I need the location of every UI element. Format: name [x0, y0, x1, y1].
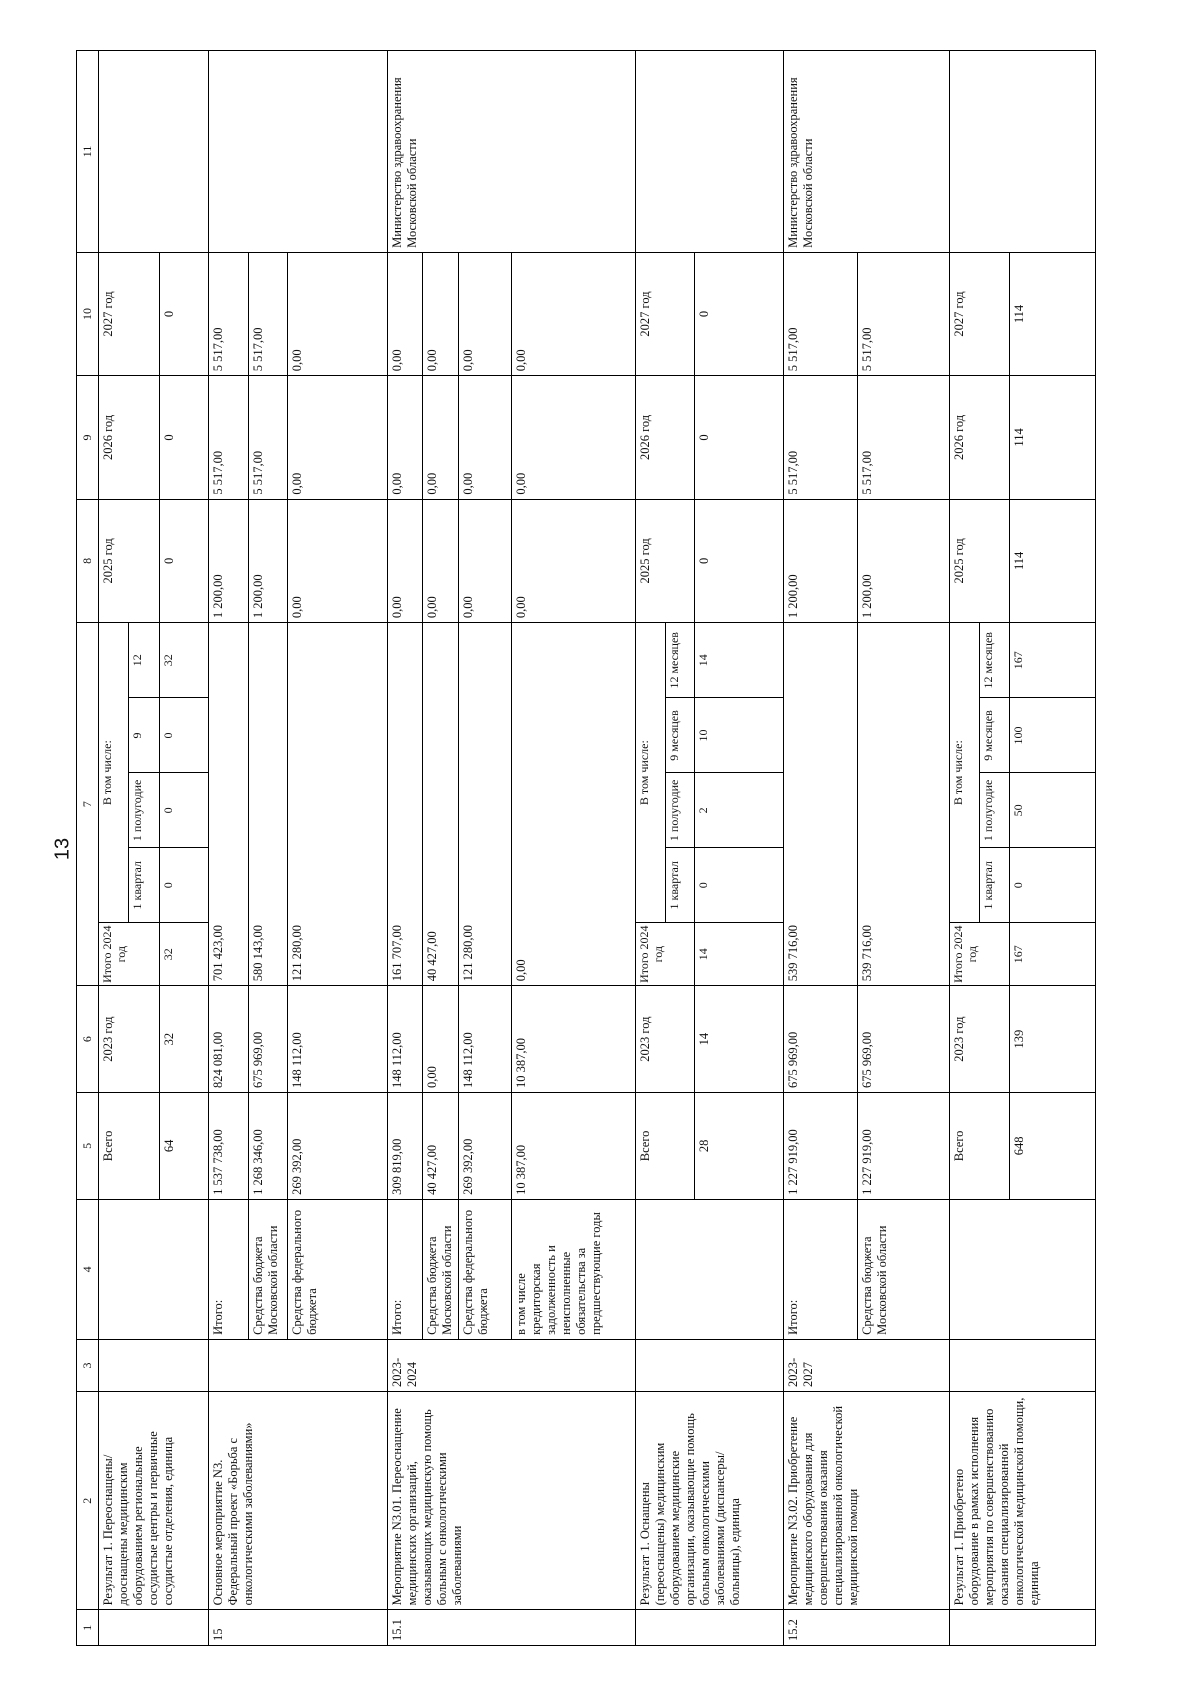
- header-col-6: 6: [77, 986, 99, 1093]
- breakdown-header: [950, 623, 1010, 986]
- period-label-m12: 12 месяцев: [979, 623, 1008, 698]
- funding-value-y2024: 40 427,00: [423, 623, 459, 986]
- funding-value-total: 10 387,00: [512, 1093, 635, 1200]
- breakdown-header-table: [636, 623, 695, 985]
- funding-value-y2025: 0,00: [388, 499, 423, 622]
- event-executor: Министерство здравоохранения Московской области: [388, 51, 636, 253]
- funding-value-y2027: 5 517,00: [857, 252, 949, 375]
- result-value-h1: 0: [160, 773, 208, 848]
- empty-cell: [950, 1199, 1096, 1339]
- event-row: [209, 51, 248, 1646]
- period-label-y2023: 2023 год: [950, 986, 1010, 1093]
- period-label-h1: 1 полугодие: [979, 773, 1008, 848]
- empty-cell: [635, 1199, 783, 1339]
- result-value-h1: 2: [695, 773, 782, 848]
- event-number: 15.1: [388, 1610, 636, 1646]
- result-value-total: 648: [1009, 1093, 1095, 1200]
- funding-value-y2027: 0,00: [459, 252, 512, 375]
- result-name: Результат 1. Оснащены (переоснащены) медицинским оборудованием медицинские организации, оказывающие помощь больным онкологическими заболеваниями (диспансеры/ больницы), единица: [635, 1392, 783, 1610]
- result-value-m12: 167: [1010, 623, 1095, 698]
- program-table: [76, 50, 1096, 1646]
- event-executor: Министерство здравоохранения Московской области: [783, 51, 949, 253]
- funding-value-y2027: 5 517,00: [248, 252, 287, 375]
- funding-value-total: 309 819,00: [388, 1093, 423, 1200]
- period-label-h1: 1 полугодие: [665, 773, 694, 848]
- funding-value-y2027: 5 517,00: [783, 252, 857, 375]
- funding-value-y2024: 121 280,00: [459, 623, 512, 986]
- period-label-y2025: 2025 год: [635, 499, 695, 622]
- period-label-itogo: Итого 2024 год: [951, 925, 980, 983]
- breakdown-values: [1009, 623, 1095, 986]
- funding-value-y2023: 148 112,00: [459, 986, 512, 1093]
- funding-source: Средства бюджета Московской области: [423, 1199, 459, 1339]
- empty-cell: [98, 51, 209, 253]
- result-value-q1: 0: [1010, 848, 1095, 923]
- empty-cell: [98, 1199, 209, 1339]
- funding-value-total: 40 427,00: [423, 1093, 459, 1200]
- result-value-m12: 14: [695, 623, 782, 698]
- result-value-y2023: 139: [1009, 986, 1095, 1093]
- period-label-vtom: В том числе:: [99, 623, 129, 923]
- result-value-y2025: 0: [695, 499, 783, 622]
- result-value-itogo: 167: [1010, 945, 1025, 964]
- period-label-y2027: 2027 год: [635, 252, 695, 375]
- result-value-y2023: 14: [695, 986, 783, 1093]
- funding-value-y2026: 5 517,00: [783, 376, 857, 499]
- result-row: [98, 51, 160, 1646]
- breakdown-header: [635, 623, 695, 986]
- row-number: [950, 1610, 1096, 1646]
- funding-value-y2025: 1 200,00: [783, 499, 857, 622]
- event-period: 2023-2027: [783, 1339, 949, 1391]
- period-label-vtom: В том числе:: [950, 623, 979, 923]
- result-row: [950, 51, 1010, 1646]
- funding-value-y2024: 121 280,00: [287, 623, 388, 986]
- funding-value-total: 269 392,00: [287, 1093, 388, 1200]
- funding-value-y2023: 675 969,00: [783, 986, 857, 1093]
- event-name: Основное мероприятие N3. Федеральный проект «Борьба с онкологическими заболеваниями»: [209, 1392, 388, 1610]
- period-label-y2026: 2026 год: [950, 376, 1010, 499]
- period-label-itogo: Итого 2024 год: [636, 925, 666, 983]
- period-label-m12: 12: [129, 623, 159, 698]
- funding-value-y2027: 5 517,00: [209, 252, 248, 375]
- period-label-y2026: 2026 год: [635, 376, 695, 499]
- event-row: [388, 51, 423, 1646]
- funding-source: Итого:: [209, 1199, 248, 1339]
- period-label-y2027: 2027 год: [950, 252, 1010, 375]
- header-col-5: 5: [77, 1093, 99, 1200]
- result-value-m12: 32: [160, 623, 208, 698]
- period-label-itogo: Итого 2024 год: [99, 925, 128, 983]
- period-label-m9: 9 месяцев: [979, 698, 1008, 773]
- header-col-3: 3: [77, 1339, 99, 1391]
- funding-source: Средства федерального бюджета: [287, 1199, 388, 1339]
- header-row: [77, 51, 99, 1646]
- funding-value-y2026: 0,00: [287, 376, 388, 499]
- funding-value-y2026: 5 517,00: [209, 376, 248, 499]
- funding-value-y2026: 0,00: [423, 376, 459, 499]
- period-label-h1: 1 полугодие: [129, 773, 159, 848]
- header-col-10: 10: [77, 252, 99, 375]
- result-value-y2025: 114: [1009, 499, 1095, 622]
- funding-value-y2027: 0,00: [287, 252, 388, 375]
- funding-value-y2025: 1 200,00: [857, 499, 949, 622]
- funding-value-total: 1 537 738,00: [209, 1093, 248, 1200]
- breakdown-values-table: [695, 623, 782, 985]
- funding-source: Средства бюджета Московской области: [857, 1199, 949, 1339]
- result-value-y2026: 0: [695, 376, 783, 499]
- event-name: Мероприятие N3.02. Приобретение медицинского оборудования для совершенствования оказания специализированной онкологической медицинской помощи: [783, 1392, 949, 1610]
- funding-value-y2024: 0,00: [512, 623, 635, 986]
- funding-value-total: 269 392,00: [459, 1093, 512, 1200]
- funding-value-y2023: 10 387,00: [512, 986, 635, 1093]
- funding-value-y2025: 0,00: [287, 499, 388, 622]
- page-number: 13: [51, 837, 74, 860]
- period-label-total: Всего: [950, 1093, 1010, 1200]
- funding-value-y2024: 539 716,00: [857, 623, 949, 986]
- funding-source: Средства бюджета Московской области: [248, 1199, 287, 1339]
- result-value-m9: 0: [160, 698, 208, 773]
- result-value-y2027: 0: [160, 252, 209, 375]
- period-label-q1: 1 квартал: [979, 848, 1008, 923]
- row-number: [635, 1610, 783, 1646]
- result-value-y2025: 0: [160, 499, 209, 622]
- result-value-h1: 50: [1010, 773, 1095, 848]
- period-label-y2025: 2025 год: [98, 499, 160, 622]
- event-number: 15.2: [783, 1610, 949, 1646]
- header-col-11: 11: [77, 51, 99, 253]
- funding-value-total: 1 227 919,00: [857, 1093, 949, 1200]
- funding-value-y2027: 0,00: [423, 252, 459, 375]
- result-value-y2026: 0: [160, 376, 209, 499]
- funding-value-y2026: 0,00: [459, 376, 512, 499]
- result-name: Результат 1. Переоснащены/дооснащены медицинским оборудованием региональные сосудистые центры и первичные сосудистые отделения, единица: [98, 1392, 209, 1610]
- row-number: [98, 1610, 209, 1646]
- empty-cell: [98, 1339, 209, 1391]
- period-label-q1: 1 квартал: [129, 848, 159, 923]
- funding-value-y2023: 0,00: [423, 986, 459, 1093]
- breakdown-values-table: [160, 623, 208, 985]
- breakdown-values: [160, 623, 209, 986]
- funding-source: Итого:: [783, 1199, 857, 1339]
- period-label-vtom: В том числе:: [636, 623, 665, 923]
- result-value-itogo: 32: [161, 948, 176, 961]
- table-body: [77, 51, 1096, 1646]
- result-value-q1: 0: [695, 848, 782, 923]
- result-value-y2026: 114: [1009, 376, 1095, 499]
- breakdown-values-table: [1010, 623, 1095, 985]
- funding-value-y2023: 148 112,00: [287, 986, 388, 1093]
- funding-value-total: 1 227 919,00: [783, 1093, 857, 1200]
- result-name: Результат 1. Приобретено оборудование в рамках исполнения мероприятия по совершенствованию оказания специализированной онкологической медицинской помощи, единица: [950, 1392, 1096, 1610]
- funding-source: в том числе кредиторская задолженность и неисполненные обязательства за предшествующие годы: [512, 1199, 635, 1339]
- header-col-1: 1: [77, 1610, 99, 1646]
- period-label-m9: 9 месяцев: [665, 698, 694, 773]
- period-label-y2023: 2023 год: [98, 986, 160, 1093]
- header-col-7: 7: [77, 623, 99, 986]
- funding-value-y2026: 5 517,00: [857, 376, 949, 499]
- result-value-y2027: 114: [1009, 252, 1095, 375]
- funding-value-y2026: 5 517,00: [248, 376, 287, 499]
- result-value-q1: 0: [160, 848, 208, 923]
- header-col-9: 9: [77, 376, 99, 499]
- funding-value-y2024: 539 716,00: [783, 623, 857, 986]
- funding-value-y2023: 675 969,00: [857, 986, 949, 1093]
- result-value-m9: 10: [695, 698, 782, 773]
- period-label-m12: 12 месяцев: [665, 623, 694, 698]
- breakdown-header: [98, 623, 160, 986]
- header-col-8: 8: [77, 499, 99, 622]
- event-name: Мероприятие N3.01. Переоснащение медицинских организаций, оказывающих медицинскую помощь больным с онкологическими заболеваниями: [388, 1392, 636, 1610]
- period-label-y2023: 2023 год: [635, 986, 695, 1093]
- breakdown-header-table: [950, 623, 1009, 985]
- event-number: 15: [209, 1610, 388, 1646]
- event-executor: [209, 51, 388, 253]
- empty-cell: [635, 1339, 783, 1391]
- period-label-y2027: 2027 год: [98, 252, 160, 375]
- funding-value-y2027: 0,00: [512, 252, 635, 375]
- period-label-total: Всего: [98, 1093, 160, 1200]
- result-value-total: 64: [160, 1093, 209, 1200]
- breakdown-values: [695, 623, 783, 986]
- empty-cell: [950, 51, 1096, 253]
- funding-value-y2024: 701 423,00: [209, 623, 248, 986]
- funding-value-y2025: 0,00: [512, 499, 635, 622]
- header-col-2: 2: [77, 1392, 99, 1610]
- result-value-y2027: 0: [695, 252, 783, 375]
- funding-value-y2027: 0,00: [388, 252, 423, 375]
- result-row: [635, 51, 695, 1646]
- funding-value-y2023: 148 112,00: [388, 986, 423, 1093]
- period-label-q1: 1 квартал: [665, 848, 694, 923]
- result-value-m9: 100: [1010, 698, 1095, 773]
- period-label-y2025: 2025 год: [950, 499, 1010, 622]
- funding-value-y2026: 0,00: [388, 376, 423, 499]
- funding-source: Итого:: [388, 1199, 423, 1339]
- header-col-4: 4: [77, 1199, 99, 1339]
- funding-value-y2025: 1 200,00: [209, 499, 248, 622]
- period-label-m9: 9: [129, 698, 159, 773]
- program-table-sheet: [76, 50, 1096, 1646]
- result-value-total: 28: [695, 1093, 783, 1200]
- period-label-total: Всего: [635, 1093, 695, 1200]
- funding-value-y2025: 0,00: [459, 499, 512, 622]
- funding-source: Средства федерального бюджета: [459, 1199, 512, 1339]
- result-value-itogo: 14: [696, 948, 711, 961]
- funding-value-y2023: 824 081,00: [209, 986, 248, 1093]
- empty-cell: [635, 51, 783, 253]
- event-period: 2023-2024: [388, 1339, 636, 1391]
- funding-value-y2024: 161 707,00: [388, 623, 423, 986]
- result-value-y2023: 32: [160, 986, 209, 1093]
- funding-value-y2023: 675 969,00: [248, 986, 287, 1093]
- funding-value-total: 1 268 346,00: [248, 1093, 287, 1200]
- empty-cell: [950, 1339, 1096, 1391]
- funding-value-y2025: 0,00: [423, 499, 459, 622]
- period-label-y2026: 2026 год: [98, 376, 160, 499]
- funding-value-y2026: 0,00: [512, 376, 635, 499]
- funding-value-y2025: 1 200,00: [248, 499, 287, 622]
- breakdown-header-table: [99, 623, 160, 985]
- funding-value-y2024: 580 143,00: [248, 623, 287, 986]
- event-period: [209, 1339, 388, 1391]
- event-row: [783, 51, 857, 1646]
